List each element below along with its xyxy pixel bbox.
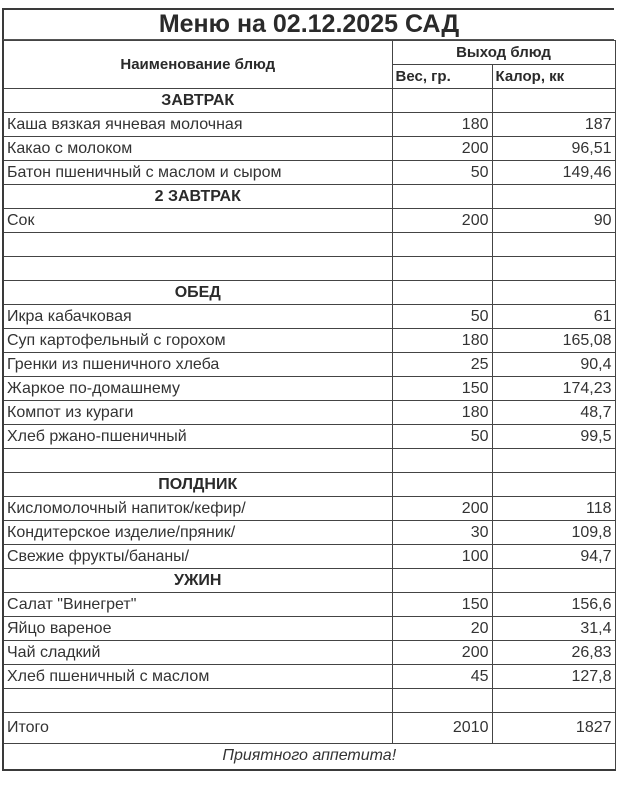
dish-name: Сок [3, 209, 392, 233]
dish-name: Суп картофельный с горохом [3, 329, 392, 353]
dish-calories: 90 [492, 209, 615, 233]
section-row-breakfast [3, 89, 615, 113]
total-label: Итого [3, 713, 392, 744]
dish-weight: 50 [392, 425, 492, 449]
table-row [3, 617, 615, 641]
dish-name: Чай сладкий [3, 641, 392, 665]
table-row [3, 641, 615, 665]
empty-row [3, 233, 615, 257]
table-row [3, 353, 615, 377]
table-row [3, 137, 615, 161]
dish-weight: 200 [392, 497, 492, 521]
empty-row [3, 689, 615, 713]
output-group-header: Выход блюд [392, 41, 615, 65]
dish-name: Свежие фрукты/бананы/ [3, 545, 392, 569]
dish-calories: 96,51 [492, 137, 615, 161]
table-row [3, 665, 615, 689]
dish-weight: 200 [392, 209, 492, 233]
dish-weight: 50 [392, 305, 492, 329]
section-row-second-breakfast [3, 185, 615, 209]
section-label: УЖИН [3, 569, 392, 593]
dish-weight: 20 [392, 617, 492, 641]
empty-row [3, 449, 615, 473]
dish-name: Кисломолочный напиток/кефир/ [3, 497, 392, 521]
dish-weight: 180 [392, 113, 492, 137]
dish-calories: 48,7 [492, 401, 615, 425]
dish-calories: 31,4 [492, 617, 615, 641]
dish-weight: 25 [392, 353, 492, 377]
section-row-dinner [3, 569, 615, 593]
dish-weight: 200 [392, 137, 492, 161]
name-column-header: Наименование блюд [3, 41, 392, 89]
dish-calories: 118 [492, 497, 615, 521]
empty-row [3, 257, 615, 281]
table-row [3, 305, 615, 329]
dish-name: Яйцо вареное [3, 617, 392, 641]
table-row [3, 497, 615, 521]
total-calories: 1827 [492, 713, 615, 744]
table-row [3, 377, 615, 401]
table-row [3, 521, 615, 545]
table-row [3, 593, 615, 617]
total-row [3, 713, 615, 744]
dish-name: Салат "Винегрет" [3, 593, 392, 617]
dish-weight: 50 [392, 161, 492, 185]
dish-weight: 30 [392, 521, 492, 545]
dish-calories: 109,8 [492, 521, 615, 545]
total-weight: 2010 [392, 713, 492, 744]
dish-weight: 150 [392, 593, 492, 617]
table-row [3, 209, 615, 233]
section-label: ЗАВТРАК [3, 89, 392, 113]
table-row [3, 545, 615, 569]
dish-calories: 149,46 [492, 161, 615, 185]
menu-sheet [2, 8, 614, 790]
table-row [3, 401, 615, 425]
table-row [3, 113, 615, 137]
section-label: ОБЕД [3, 281, 392, 305]
dish-weight: 100 [392, 545, 492, 569]
dish-name: Компот из кураги [3, 401, 392, 425]
dish-weight: 180 [392, 401, 492, 425]
dish-name: Какао с молоком [3, 137, 392, 161]
footer-row [3, 744, 615, 770]
dish-calories: 90,4 [492, 353, 615, 377]
dish-calories: 165,08 [492, 329, 615, 353]
dish-calories: 187 [492, 113, 615, 137]
dish-name: Гренки из пшеничного хлеба [3, 353, 392, 377]
dish-name: Батон пшеничный с маслом и сыром [3, 161, 392, 185]
dish-name: Икра кабачковая [3, 305, 392, 329]
table-row [3, 329, 615, 353]
table-row [3, 161, 615, 185]
section-row-afternoon-snack [3, 473, 615, 497]
dish-name: Каша вязкая ячневая молочная [3, 113, 392, 137]
dish-calories: 156,6 [492, 593, 615, 617]
dish-name: Жаркое по-домашнему [3, 377, 392, 401]
footer-message: Приятного аппетита! [3, 744, 615, 770]
dish-name: Хлеб ржано-пшеничный [3, 425, 392, 449]
menu-table [2, 40, 616, 771]
dish-calories: 94,7 [492, 545, 615, 569]
dish-calories: 174,23 [492, 377, 615, 401]
dish-weight: 150 [392, 377, 492, 401]
dish-calories: 127,8 [492, 665, 615, 689]
dish-calories: 61 [492, 305, 615, 329]
section-label: 2 ЗАВТРАК [3, 185, 392, 209]
dish-weight: 200 [392, 641, 492, 665]
table-row [3, 425, 615, 449]
dish-name: Кондитерское изделие/пряник/ [3, 521, 392, 545]
weight-column-header: Вес, гр. [392, 65, 492, 89]
calories-column-header: Калор, кк [492, 65, 615, 89]
section-label: ПОЛДНИК [3, 473, 392, 497]
page-title: Меню на 02.12.2025 САД [2, 8, 614, 40]
dish-calories: 26,83 [492, 641, 615, 665]
dish-name: Хлеб пшеничный с маслом [3, 665, 392, 689]
dish-weight: 180 [392, 329, 492, 353]
section-row-lunch [3, 281, 615, 305]
dish-calories: 99,5 [492, 425, 615, 449]
dish-weight: 45 [392, 665, 492, 689]
header-row [3, 41, 615, 65]
